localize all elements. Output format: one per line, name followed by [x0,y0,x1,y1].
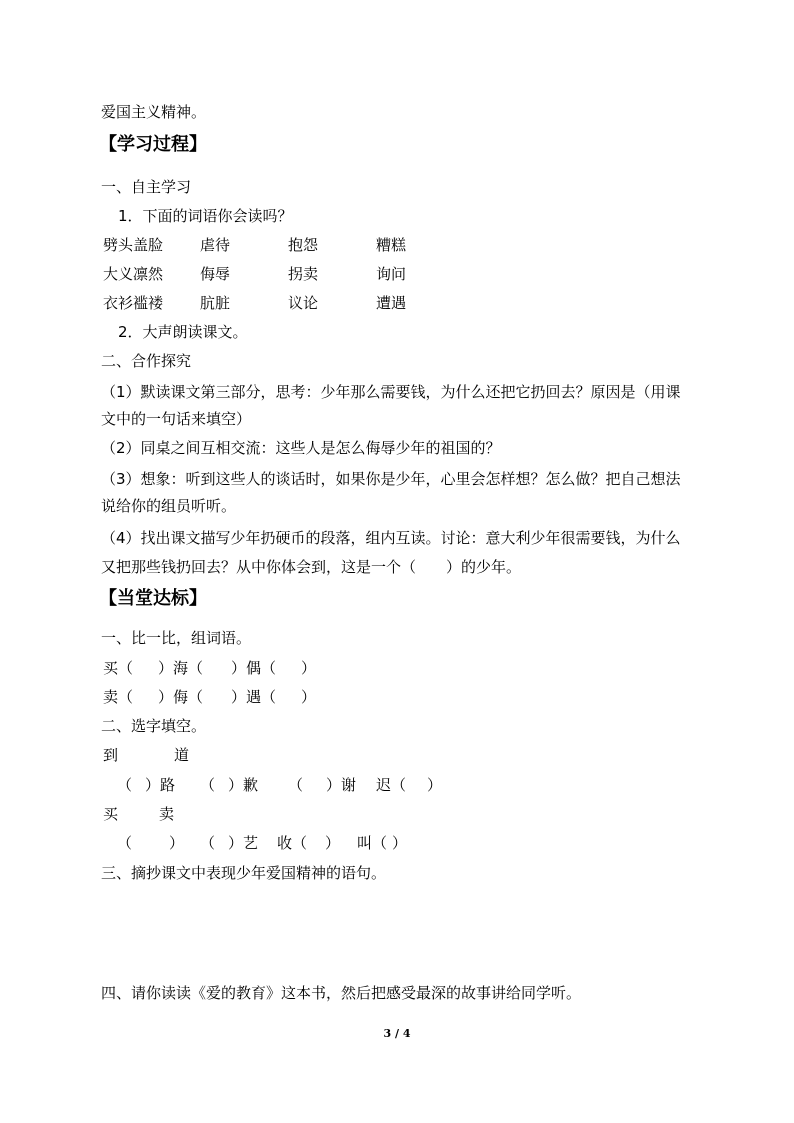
fill-cell: （ [288,776,304,794]
word-item: 拐卖 [288,265,319,283]
fill-cell: （ [200,776,216,794]
self-study-question-1: 1．下面的词语你会读吗？ [118,207,293,225]
compare-cell: ）海（ [158,659,204,677]
compare-cell: 买（ [103,659,134,677]
fill-option: 买 [103,805,119,823]
study-process-heading: 【学习过程】 [99,134,207,155]
word-row [103,292,423,314]
compare-cell: ）侮（ [158,688,204,706]
fill-cell: ）路 [145,776,176,794]
self-study-question-2: 2．大声朗读课文。 [118,323,248,341]
fill-option: 到 [103,746,119,764]
word-item: 抱怨 [288,236,319,254]
fill-cell: ） [169,834,185,852]
fill-cell: ） [325,834,341,852]
word-item: 询问 [376,265,407,283]
fill-title: 二、选字填空。 [101,717,207,735]
compare-cell: ） [301,659,317,677]
word-item: 大义凛然 [103,265,164,283]
fill-cell: ）谢 [326,776,357,794]
self-study-title: 一、自主学习 [101,178,192,196]
compare-row [103,657,323,679]
fill-cell: ） [427,776,443,794]
word-item: 劈头盖脸 [103,236,164,254]
fill-cell: （ [117,834,133,852]
word-item: 遭遇 [376,294,407,312]
fill-cell: 收（ [277,834,308,852]
fill-option: 道 [174,746,190,764]
word-item: 衣衫褴褛 [103,294,164,312]
fill-cell: （ [200,834,216,852]
intro-tail-text: 爱国主义精神。 [101,103,207,121]
fill-cell: 迟（ [376,776,407,794]
fill-cell: ） [392,834,408,852]
compare-cell: ） [301,688,317,706]
cooperation-title: 二、合作探究 [101,352,192,370]
fill-cell: ）歉 [228,776,259,794]
compare-title: 一、比一比，组词语。 [101,629,252,647]
word-row [103,234,423,256]
fill-option: 卖 [159,805,175,823]
word-item: 糟糕 [376,236,407,254]
cooperation-item-3-line-2: 说给你的组员听听。 [101,497,237,515]
word-item: 侮辱 [200,265,231,283]
word-item: 虐待 [200,236,231,254]
fill-row [117,774,457,796]
fill-cell: （ [117,776,133,794]
fill-cell: 叫（ [357,834,388,852]
fill-row [117,832,437,854]
in-class-heading: 【当堂达标】 [99,588,207,609]
fill-cell: ）艺 [228,834,259,852]
fill-option-pair [103,803,223,825]
word-row [103,263,423,285]
compare-cell: ）遇（ [231,688,277,706]
compare-cell: 卖（ [103,688,134,706]
word-item: 议论 [288,294,319,312]
compare-row [103,686,323,708]
cooperation-item-1-line-2: 文中的一句话来填空） [101,410,252,428]
word-item: 肮脏 [200,294,231,312]
cooperation-item-3-line-1: （3）想象：听到这些人的谈话时，如果你是少年，心里会怎样想？怎么做？把自己想法 [101,470,681,488]
cooperation-item-2: （2）同桌之间互相交流：这些人是怎么侮辱少年的祖国的？ [101,439,501,457]
cooperation-item-1-line-1: （1）默读课文第三部分，思考：少年那么需要钱，为什么还把它扔回去？原因是（用课 [101,383,681,401]
page-number: 3 / 4 [383,1027,411,1040]
fill-option-pair [103,744,223,766]
compare-cell: ）偶（ [231,659,277,677]
excerpt-question: 三、摘抄课文中表现少年爱国精神的语句。 [101,864,387,882]
cooperation-item-4-line-2: 又把那些钱扔回去？从中你体会到，这是一个（ ）的少年。 [101,558,522,576]
reading-question: 四、请你读读《爱的教育》这本书，然后把感受最深的故事讲给同学听。 [101,984,582,1002]
cooperation-item-4-line-1: （4）找出课文描写少年扔硬币的段落，组内互读。讨论：意大利少年很需要钱，为什么 [101,529,681,547]
